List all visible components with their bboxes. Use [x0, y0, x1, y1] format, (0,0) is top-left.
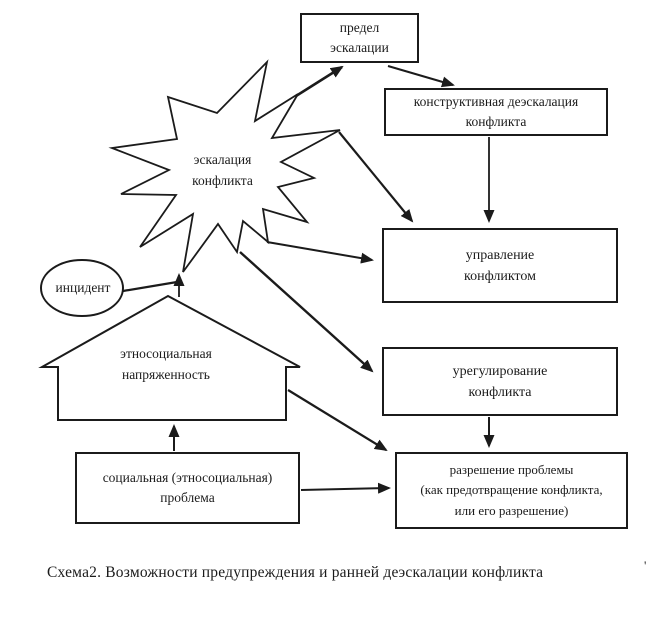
- node-conflict-escalation-line1: эскалация: [193, 152, 252, 167]
- node-social-problem-line1: социальная (этносоциальная): [102, 469, 273, 485]
- node-constructive-deescalation-line2: конфликта: [465, 114, 527, 129]
- node-conflict-management-line1: управление: [465, 247, 535, 263]
- node-conflict-settlement-line2: конфликта: [468, 384, 532, 400]
- node-escalation-limit-line2: эскалации: [330, 40, 389, 55]
- node-conflict-escalation-line2: конфликта: [192, 172, 253, 188]
- node-conflict-settlement-line1: урегулирование: [452, 363, 548, 379]
- node-escalation-limit-line1: предел: [339, 19, 380, 35]
- arrow-escalation-limit-to-deescalation: [388, 66, 453, 85]
- node-conflict-management: [382, 228, 618, 303]
- node-problem-resolution-line1: разрешение проблемы: [449, 462, 574, 478]
- scan-artifact-mark: ': [644, 558, 647, 573]
- node-conflict-settlement: [382, 347, 618, 416]
- node-social-problem: [75, 452, 300, 524]
- node-incident-label: [44, 278, 122, 299]
- node-ethnosocial-tension-line2: напряженность: [122, 366, 210, 382]
- arrow-problem-to-resolution: [301, 488, 389, 490]
- node-escalation-limit: [300, 13, 419, 63]
- node-ethnosocial-tension-label: [86, 344, 246, 386]
- arrow-house-to-resolution: [288, 390, 386, 450]
- node-problem-resolution: [395, 452, 628, 529]
- node-ethnosocial-tension-line1: этносоциальная: [120, 346, 212, 361]
- incident-connector-line: [123, 282, 177, 291]
- arrow-starburst-to-management-side: [267, 242, 372, 260]
- node-problem-resolution-line2: (как предотвращение конфликта,: [420, 482, 603, 498]
- node-social-problem-line2: проблема: [160, 490, 215, 505]
- diagram-caption: Схема2. Возможности предупреждения и ранней деэскалации конфликта: [47, 564, 544, 581]
- node-problem-resolution-line3: или его разрешение): [454, 502, 569, 518]
- node-conflict-management-line2: конфликтом: [464, 268, 536, 284]
- node-conflict-escalation-label: [160, 150, 285, 192]
- arrow-starburst-to-escalation-limit: [296, 67, 342, 96]
- node-constructive-deescalation-line1: конструктивная деэскалация: [413, 93, 579, 109]
- node-incident-line1: инцидент: [55, 280, 111, 295]
- arrow-starburst-to-management-top: [339, 132, 412, 221]
- node-constructive-deescalation: [384, 88, 608, 136]
